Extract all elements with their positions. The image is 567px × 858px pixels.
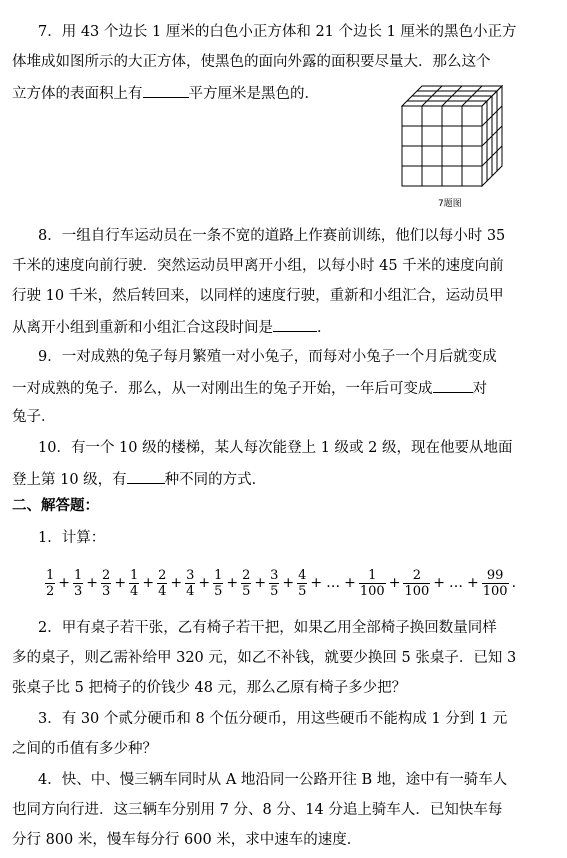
p2-line-2: 多的桌子，则乙需补给甲 320 元，如乙不补钱，就要少换回 5 张桌子．已知 3 xyxy=(12,650,517,666)
fraction-denominator: 3 xyxy=(74,583,83,599)
p1-label: 1．计算： xyxy=(38,530,106,546)
q7-line-3-pre: 立方体的表面积上有 xyxy=(12,86,143,102)
fraction-9 xyxy=(297,568,307,599)
section-title: 二、解答题： xyxy=(12,497,99,514)
q7-answer-blank xyxy=(143,82,189,98)
fraction-numerator: 4 xyxy=(298,567,307,583)
fraction-numerator: 2 xyxy=(102,567,111,583)
p1-expression xyxy=(44,560,518,606)
q8-line-3: 行驶 10 千米，然后转回来，以同样的速度行驶，重新和小组汇合，运动员甲 xyxy=(12,288,504,304)
q8-line-4-post: ． xyxy=(317,320,332,336)
fraction-6 xyxy=(213,568,223,599)
fraction-numerator: 3 xyxy=(186,567,195,583)
fraction-denominator: 100 xyxy=(482,583,508,599)
plus-sign: + xyxy=(86,575,99,591)
fraction-denominator: 4 xyxy=(130,583,139,599)
q8-line-4-pre: 从离开小组到重新和小组汇合这段时间是 xyxy=(12,320,273,336)
fraction-8 xyxy=(269,568,279,599)
p3-line-2: 之间的币值有多少种？ xyxy=(12,741,157,757)
fraction-denominator: 5 xyxy=(242,583,251,599)
plus-sign: + xyxy=(254,575,267,591)
p4-line-2: 也同方向行进．这三辆车分别用 7 分、8 分、14 分追上骑车人．已知快车每 xyxy=(12,802,503,818)
p2-line-1: 2．甲有桌子若干张，乙有椅子若干把，如果乙用全部椅子换回数量同样 xyxy=(38,620,497,636)
q10-line-1: 10．有一个 10 级的楼梯，某人每次能登上 1 级或 2 级，现在他要从地面 xyxy=(38,440,513,456)
fraction-denominator: 5 xyxy=(298,583,307,599)
plus-sign: + xyxy=(226,575,239,591)
q8-line-1: 8．一组自行车运动员在一条不宽的道路上作赛前训练，他们以每小时 35 xyxy=(38,228,506,244)
fraction-12 xyxy=(482,568,509,599)
p3-line-1: 3．有 30 个贰分硬币和 8 个伍分硬币，用这些硬币不能构成 1 分到 1 元 xyxy=(38,711,508,727)
cube-figure xyxy=(397,82,507,192)
fraction-4 xyxy=(157,568,167,599)
plus-sign: + xyxy=(198,575,211,591)
fraction-5 xyxy=(185,568,195,599)
q9-answer-blank xyxy=(433,377,473,393)
q10-answer-blank xyxy=(127,468,165,484)
q8-answer-blank xyxy=(273,316,317,332)
fraction-numerator: 1 xyxy=(130,567,139,583)
plus-sign: + xyxy=(58,575,71,591)
fraction-0 xyxy=(45,568,55,599)
fraction-7 xyxy=(241,568,251,599)
fraction-1 xyxy=(73,568,83,599)
q9-line-1: 9．一对成熟的兔子每月繁殖一对小兔子，而每对小兔子一个月后就变成 xyxy=(38,349,497,365)
q8-line-4 xyxy=(12,316,332,338)
fraction-numerator: 2 xyxy=(158,567,167,583)
fraction-denominator: 4 xyxy=(158,583,167,599)
q10-line-2-pre: 登上第 10 级，有 xyxy=(12,472,127,488)
ellipsis: … xyxy=(449,575,464,591)
fraction-denominator: 3 xyxy=(102,583,111,599)
q10-line-2 xyxy=(12,468,266,490)
plus-sign: + xyxy=(114,575,127,591)
fraction-numerator: 1 xyxy=(74,567,83,583)
q7-line-3 xyxy=(12,82,319,104)
period: . xyxy=(511,575,517,591)
q9-line-2 xyxy=(12,377,487,399)
p2-line-3: 张桌子比 5 把椅子的价钱少 48 元，那么乙原有椅子多少把？ xyxy=(12,680,407,696)
ellipsis: … xyxy=(326,575,341,591)
fraction-denominator: 5 xyxy=(214,583,223,599)
q9-line-2-post: 对 xyxy=(472,381,487,397)
figure-caption: 7题图 xyxy=(438,199,462,209)
fraction-numerator: 2 xyxy=(412,567,421,583)
fraction-denominator: 5 xyxy=(270,583,279,599)
fraction-denominator: 2 xyxy=(46,583,55,599)
plus-sign: + xyxy=(467,575,479,591)
plus-sign: + xyxy=(170,575,183,591)
q8-line-2: 千米的速度向前行驶．突然运动员甲离开小组，以每小时 45 千米的速度向前 xyxy=(12,258,504,274)
q9-line-2-pre: 一对成熟的兔子．那么，从一对刚出生的兔子开始，一年后可变成 xyxy=(12,381,433,397)
q7-line-1: 7．用 43 个边长 1 厘米的白色小正方体和 21 个边长 1 厘米的黑色小正方 xyxy=(38,24,517,40)
p4-line-3: 分行 800 米，慢车每分行 600 米，求中速车的速度． xyxy=(12,832,362,848)
fraction-denominator: 4 xyxy=(186,583,195,599)
fraction-numerator: 2 xyxy=(242,567,251,583)
plus-sign: + xyxy=(310,575,323,591)
p4-line-1: 4．快、中、慢三辆车同时从 A 地沿同一公路开往 B 地，途中有一骑车人 xyxy=(38,772,508,788)
fraction-10 xyxy=(359,568,386,599)
fraction-11 xyxy=(403,568,430,599)
fraction-numerator: 1 xyxy=(368,567,377,583)
fraction-denominator: 100 xyxy=(359,583,385,599)
fraction-numerator: 99 xyxy=(486,567,504,583)
plus-sign: + xyxy=(142,575,155,591)
fraction-2 xyxy=(101,568,111,599)
fraction-denominator: 100 xyxy=(404,583,430,599)
plus-sign: + xyxy=(388,575,401,591)
cube-figure-svg xyxy=(397,82,507,192)
q10-line-2-post: 种不同的方式． xyxy=(164,472,267,488)
plus-sign: + xyxy=(433,575,446,591)
q7-line-3-post: 平方厘米是黑色的． xyxy=(188,86,319,102)
plus-sign: + xyxy=(282,575,295,591)
q9-line-3: 兔子． xyxy=(12,409,56,425)
fraction-3 xyxy=(129,568,139,599)
q7-line-2: 体堆成如图所示的大正方体，使黑色的面向外露的面积要尽量大．那么这个 xyxy=(12,54,491,70)
fraction-numerator: 3 xyxy=(270,567,279,583)
fraction-numerator: 1 xyxy=(214,567,223,583)
fraction-numerator: 1 xyxy=(46,567,55,583)
plus-sign: + xyxy=(344,575,356,591)
